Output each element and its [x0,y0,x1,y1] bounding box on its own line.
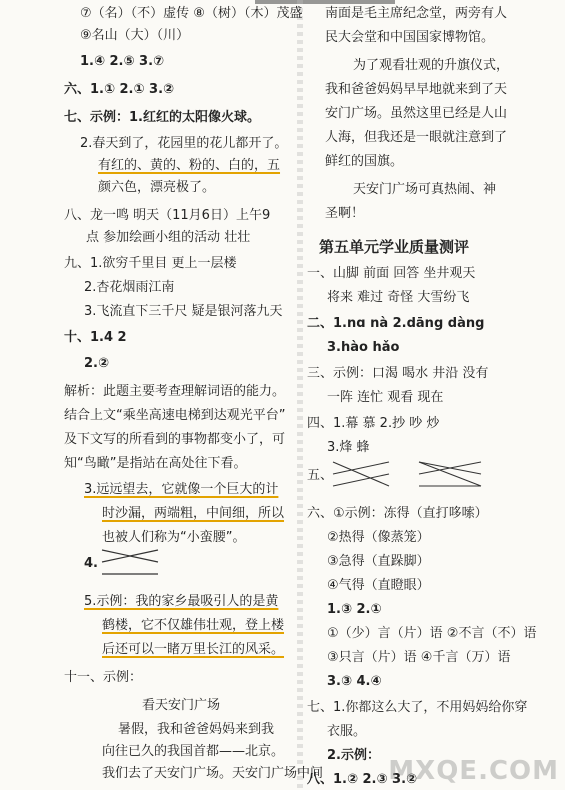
answer-line: 4. [84,556,98,571]
matching-lines-figure [331,456,491,496]
essay-line: 南面是毛主席纪念堂，两旁有人 [325,6,508,21]
essay-line: 天安门广场可真热闹、神 [353,182,497,197]
answer-line: 四、1.幕 慕 2.抄 吵 炒 [307,416,440,431]
answer-line: 点 参加绘画小组的活动 壮壮 [86,230,251,245]
essay-line: 圣啊！ [325,206,365,221]
analysis-line: 知“鸟瞰”是指站在高处往下看。 [64,456,247,471]
answer-line: 八、龙一鸣 明天（11月6日）上午9 [64,208,271,223]
answer-line: 八、1.② 2.③ 3.② [307,772,418,787]
answer-line: 衣服。 [327,724,367,739]
answer-line: ④气得（直瞪眼） [327,578,430,593]
watermark-logo: MXQE.COM [388,756,559,786]
essay-line: 我和爸爸妈妈早早地就来到了天 [325,82,508,97]
answer-line: 颜六色，漂亮极了。 [98,180,216,195]
answer-line: 七、示例：1.红红的太阳像火球。 [64,110,260,125]
answer-line: 3.hào hǎo [327,340,400,355]
section-title: 第五单元学业质量测评 [319,238,470,256]
answer-line: ⑦（名）（不）虚传 ⑧（树）（木）茂盛 [80,6,303,21]
answer-line: 一阵 连忙 观看 现在 [327,390,444,405]
essay-title: 看天安门广场 [142,698,221,713]
answer-line: 2.② [84,356,109,371]
essay-line: 鲜红的国旗。 [325,154,404,169]
answer-line: 六、1.① 2.① 3.② [64,82,175,97]
essay-line: 安门广场。虽然这里已经是人山 [325,106,508,121]
analysis-line: 解析：此题主要考查理解词语的能力。 [64,384,286,399]
essay-line: 暑假，我和爸爸妈妈来到我 [118,722,275,737]
answer-line: ③只言（片）语 ④千言（万）语 [327,650,511,665]
answer-line: 五、 [307,468,334,483]
answer-line: 1.④ 2.⑤ 3.⑦ [80,54,165,69]
answer-line: 二、1.nɑ nà 2.dāng dàng [307,316,485,331]
answer-line: 2.杏花烟雨江南 [84,280,175,295]
answer-line: ①（少）言（片）语 ②不言（不）语 [327,626,537,641]
essay-line: 向往已久的我国首都——北京。 [102,744,285,759]
answer-line: 一、山脚 前面 回答 坐井观天 [307,266,476,281]
answer-line: 七、1.你都这么大了，不用妈妈给你穿 [307,700,528,715]
answer-line: 十一、示例： [64,670,143,685]
matching-lines-figure [100,544,160,580]
essay-line: 人海，但我还是一眼就注意到了 [325,130,508,145]
answer-line: 六、①示例：冻得（直打哆嗦） [307,506,488,521]
answer-line: 将来 难过 奇怪 大雪纷飞 [327,290,470,305]
answer-line: 十、1.4 2 [64,330,127,345]
answer-line: 后还可以一睹万里长江的风采。 [102,642,285,657]
essay-line: 我们去了天安门广场。天安门广场中间 [102,766,324,781]
analysis-line: 结合上文“乘坐高速电梯到达观光平台” [64,408,286,423]
answer-line: 时沙漏，两端粗，中间细，所以 [102,506,285,521]
answer-line: 1.③ 2.① [327,602,382,617]
answer-line: 三、示例：口渴 喝水 井沿 没有 [307,366,489,381]
answer-line: 也被人们称为“小蛮腰”。 [102,530,246,545]
column-divider [297,0,303,788]
answer-line: ②热得（像蒸笼） [327,530,430,545]
answer-line: 鹤楼，它不仅雄伟壮观，登上楼 [102,618,285,633]
answer-line: 3.烽 蜂 [327,440,370,455]
answer-line: 3.飞流直下三千尺 疑是银河落九天 [84,304,283,319]
essay-line: 民大会堂和中国国家博物馆。 [325,30,495,45]
analysis-line: 及下文写的所看到的事物都变小了，可 [64,432,286,447]
answer-line: ⑨名山（大）（川） [80,28,190,43]
answer-line: 5.示例：我的家乡最吸引人的是黄 [84,594,279,609]
essay-line: 为了观看壮观的升旗仪式， [353,58,510,73]
answer-line: 九、1.欲穷千里目 更上一层楼 [64,256,237,271]
answer-line: 2.春天到了，花园里的花儿都开了。 [80,136,288,151]
answer-line: 3.远远望去，它就像一个巨大的计 [84,482,279,497]
answer-line: ③急得（直跺脚） [327,554,430,569]
answer-line: 2.示例： [327,748,380,763]
answer-line: 有红的、黄的、粉的、白的，五 [98,158,281,173]
answer-line: 3.③ 4.④ [327,674,382,689]
